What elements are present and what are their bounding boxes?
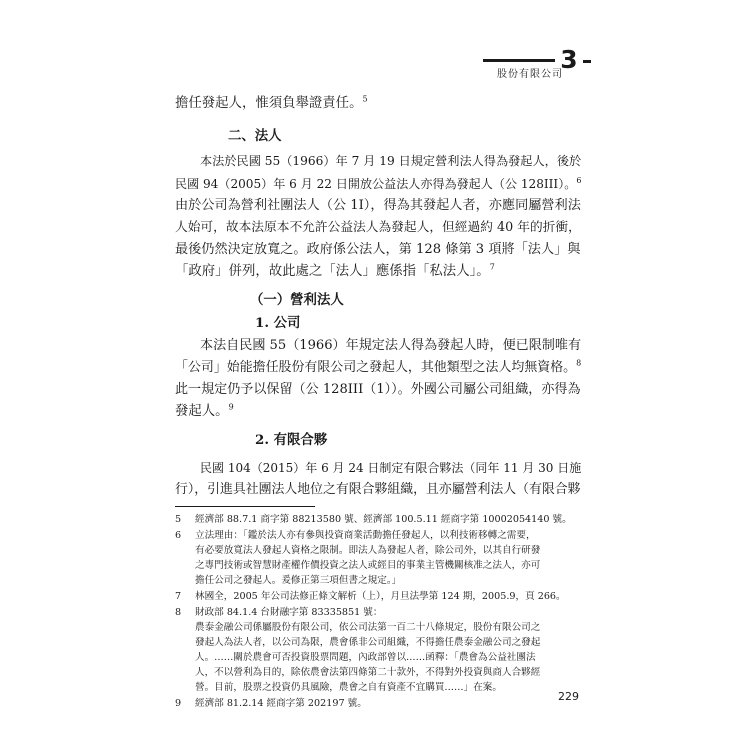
- footnote-number: 8: [175, 607, 182, 618]
- body-line: 民國 104（2015）年 6 月 24 日制定有限合夥法（同年 11 月 30 日施: [200, 461, 582, 475]
- footnote-number: 9: [175, 698, 182, 709]
- section-heading: 二、法人: [228, 128, 282, 144]
- body-text: 「政府」併列，故此處之「法人」應係指「私法人」。: [175, 264, 490, 279]
- running-title: 股份有限公司: [497, 69, 563, 80]
- footnote-line: 人。……關於農會可否投資股票問題，內政部曾以……函釋：「農會為公益社團法: [195, 652, 536, 663]
- footnote-5: [175, 513, 585, 526]
- footnote-rule: [175, 506, 315, 507]
- body-line: 人始可，故本法原本不允許公益法人為發起人，但經過約 40 年的折衝，: [175, 220, 581, 235]
- body-line: [175, 95, 585, 113]
- body-text: 民國 94（2005）年 6 月 22 日開放公益法人亦得為發起人（公 128III）。: [175, 177, 577, 191]
- body-line: [175, 263, 585, 281]
- page-number: 229: [558, 690, 579, 703]
- item-heading: 1. 公司: [255, 315, 301, 331]
- footnote-line: 農泰金融公司係屬股份有限公司，依公司法第一百二十八條規定，股份有限公司之: [195, 622, 541, 633]
- body-line: [175, 175, 585, 193]
- chapter-number: 3: [560, 45, 578, 74]
- footnote-line: 發起人為法人者，以公司為限，農會係非公司組織，不得擔任農泰金融公司之發起: [195, 637, 541, 648]
- footnote-line: 之專門技術或智慧財產權作價投資之法人或經目的事業主管機關核准之法人，亦可: [195, 560, 541, 571]
- footnote-text: 經濟部 88.7.1 商字第 88213580 號、經濟部 100.5.11 經商字第 10002054140 號。: [195, 514, 572, 525]
- body-text: 「公司」始能擔任股份有限公司之發起人，其他類型之法人均無資格。: [175, 360, 577, 375]
- footnote-6: [175, 529, 585, 542]
- footnote-number: 6: [175, 530, 182, 541]
- header-rule: [483, 59, 555, 62]
- footnote-8: [175, 606, 585, 619]
- body-line: 本法於民國 55（1966）年 7 月 19 日規定營利法人得為發起人，後於: [200, 154, 582, 168]
- footnote-ref: 8: [576, 358, 582, 368]
- body-line: 此一規定仍予以保留（公 128III（1））。外國公司屬公司組織，亦得為: [175, 382, 581, 397]
- footnote-9: [175, 697, 585, 710]
- footnote-line: 人，不以營利為目的，除依農會法第四條第二十款外，不得對外投資與商人合夥經: [195, 667, 541, 678]
- subsection-heading: （一）營利法人: [250, 292, 344, 308]
- footnote-text: 立法理由：「鑑於法人亦有參與投資商業活動擔任發起人，以利技術移轉之需要，: [195, 530, 536, 541]
- item-heading: 2. 有限合夥: [255, 432, 328, 448]
- footnote-line: 營。目前，股票之投資仍具風險，農會之自有資產不宜購買……」在案。: [195, 682, 502, 693]
- body-text: 發起人。: [175, 404, 229, 419]
- body-line: 最後仍然決定放寬之。政府係公法人，第 128 條第 3 項將「法人」與: [175, 242, 581, 257]
- header-dash: [583, 60, 591, 63]
- footnote-text: 經濟部 81.2.14 經商字第 202197 號。: [195, 698, 367, 709]
- body-line: 本法自民國 55（1966）年規定法人得為發起人時，便已限制唯有: [200, 338, 582, 353]
- body-line: [175, 403, 585, 421]
- body-line: [175, 359, 585, 377]
- footnote-line: 有必要放寬法人發起人資格之限制。即法人為發起人者，除公司外，以其自行研發: [195, 545, 541, 556]
- footnote-number: 7: [175, 591, 182, 602]
- footnote-text: 林國全，2005 年公司法修正條文解析（上），月旦法學第 124 期，2005.9，頁 266。: [195, 591, 566, 602]
- body-text: 擔任發起人，惟須負舉證責任。: [175, 96, 363, 111]
- footnote-number: 5: [175, 514, 182, 525]
- body-line: 由於公司為營利社團法人（公 1I），得為其發起人者，亦應同屬營利法: [175, 198, 581, 213]
- footnote-ref: 5: [362, 94, 368, 104]
- footnote-line: 擔任公司之發起人。爰修正第三項但書之規定。」: [195, 575, 402, 586]
- body-line: 行），引進具社團法人地位之有限合夥組織，且亦屬營利法人（有限合夥: [175, 482, 581, 497]
- footnote-ref: 6: [576, 175, 582, 185]
- footnote-ref: 7: [489, 262, 495, 272]
- footnote-ref: 9: [228, 402, 234, 412]
- footnote-7: [175, 590, 585, 603]
- footnote-text: 財政部 84.1.4 台財融字第 83335851 號：: [195, 607, 383, 618]
